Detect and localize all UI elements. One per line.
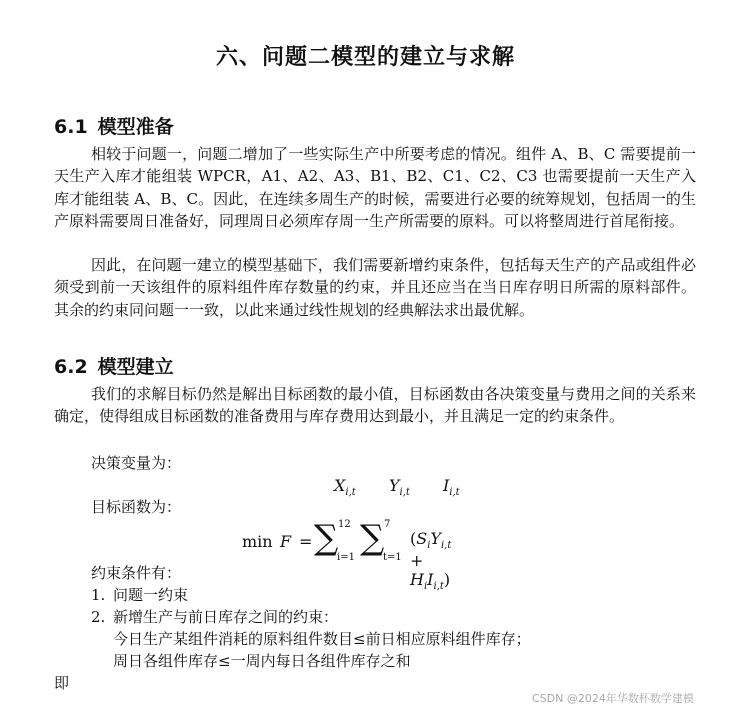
sum-symbol-t: ∑ <box>360 518 385 558</box>
watermark: CSDN @2024年华数杯数学建模 <box>532 692 694 705</box>
section-number: 6.1 <box>54 116 88 138</box>
sum-i-upper: 12 <box>338 519 351 530</box>
decision-var-x: $X_{i,t}$ <box>334 476 356 499</box>
sum-symbol-i: ∑ <box>314 518 339 558</box>
paragraph-3: 我们的求解目标仍然是解出目标函数的最小值，目标函数由各决策变量与费用之间的关系来确定，使得组成目标函数的准备费用与库存费用达到最小，并且满足一定的约束条件。 <box>54 385 696 426</box>
section-heading-6-2 <box>54 352 174 379</box>
decision-label: 决策变量为： <box>91 454 182 472</box>
sum-t-lower: t=1 <box>383 552 402 563</box>
list-text: 新增生产与前日库存之间的约束： <box>113 608 339 626</box>
constraint-item-1 <box>91 584 188 606</box>
decision-variables <box>334 476 488 498</box>
formula-lhs: F <box>280 532 292 551</box>
paragraph-1: 相较于问题一，问题二增加了一些实际生产中所要考虑的情况。组件 A、B、C 需要提前一天生产入库才能组装 WPCR，A1、A2、A3、B1、B2、C1、C2、C3 也需要提前一天生产入库才能组装 A、B、C。因此，在连续多周生产的时候，需要进行必要的统筹规划，包括周一的生产原料需要周日准备好，同理周日必须库存周一生产所需要的原料。可以将整周进行首尾衔接。 <box>54 145 696 231</box>
decision-var-y: $Y_{i,t}$ <box>388 476 410 499</box>
sum-i-lower: i=1 <box>337 552 355 563</box>
formula-equals: = <box>299 532 313 551</box>
trailing-text: 即 <box>54 674 70 692</box>
constraint-line-2: 周日各组件库存≤一周内每日各组件库存之和 <box>113 652 411 670</box>
decision-var-i: $I_{i,t}$ <box>442 476 460 499</box>
sum-t-upper: 7 <box>384 519 391 530</box>
section-title: 模型建立 <box>97 356 174 378</box>
list-text: 问题一约束 <box>113 586 189 604</box>
constraint-line-1: 今日生产某组件消耗的原料组件数目≤前日相应原料组件库存； <box>113 630 531 648</box>
list-number: 1. <box>91 586 106 604</box>
objective-label: 目标函数为： <box>91 498 182 516</box>
section-title: 模型准备 <box>97 116 174 138</box>
paragraph-2: 因此，在问题一建立的模型基础下，我们需要新增约束条件，包括每天生产的产品或组件必须受到前一天该组件的原料组件库存数量的约束，并且还应当在当日库存明日所需的原料部件。其余的约束同问题一一致，以此来通过线性规划的经典解法求出最优解。 <box>54 256 696 319</box>
formula-min: min <box>242 532 273 551</box>
section-heading-6-1 <box>54 112 174 139</box>
page-title: 六、问题二模型的建立与求解 <box>215 45 515 70</box>
constraints-label: 约束条件有： <box>91 564 182 582</box>
formula-term: $(S_iY_{i,t} + H_iI_{i,t})$ <box>410 529 452 593</box>
constraint-item-2 <box>91 606 338 628</box>
list-number: 2. <box>91 608 106 626</box>
section-number: 6.2 <box>54 356 88 378</box>
